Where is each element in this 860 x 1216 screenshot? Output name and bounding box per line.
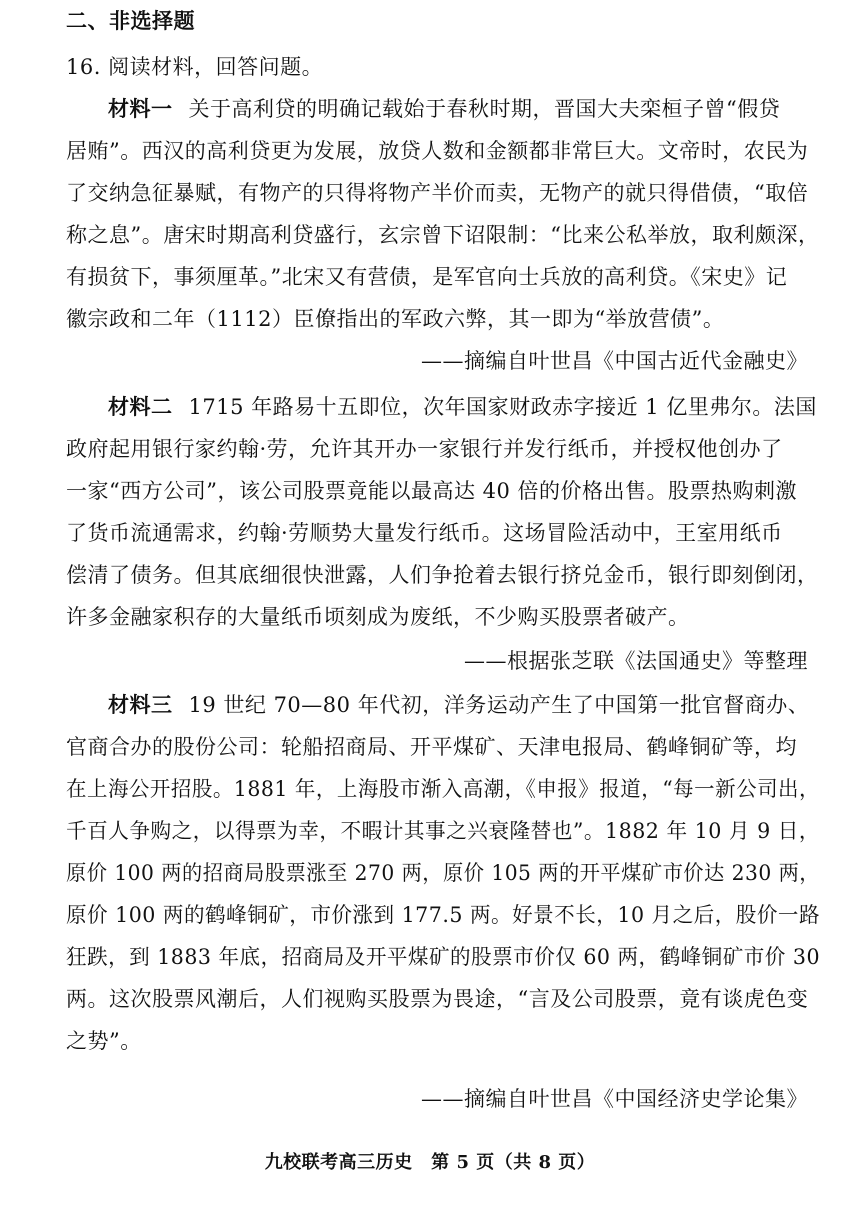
material-three-first-line <box>108 690 809 720</box>
material-one-text-line: 居贿”。西汉的高利贷更为发展，放贷人数和金额都非常巨大。文帝时，农民为 <box>66 139 809 163</box>
material-three-text-line: 原价 100 两的鹤峰铜矿，市价涨到 177.5 两。好景不长，10 月之后，股价一路 <box>66 903 821 927</box>
material-three-text-line: 19 世纪 70—80 年代初，洋务运动产生了中国第一批官督商办、 <box>188 693 810 717</box>
material-two-first-line <box>108 392 817 422</box>
material-one-source: ——摘编自叶世昌《中国古近代金融史》 <box>421 349 808 373</box>
material-two-text-line: 政府起用银行家约翰·劳，允许其开办一家银行并发行纸币，并授权他创办了 <box>66 437 783 461</box>
material-three-text-line: 原价 100 两的招商局股票涨至 270 两，原价 105 两的开平煤矿市价达 230 两， <box>66 861 821 885</box>
material-three-text-line: 在上海公开招股。1881 年，上海股市渐入高潮，《申报》报道，“每一新公司出， <box>66 777 821 801</box>
material-two-text-line: 1715 年路易十五即位，次年国家财政赤字接近 1 亿里弗尔。法国 <box>188 395 817 419</box>
material-two-text-line: 一家“西方公司”，该公司股票竟能以最高达 40 倍的价格出售。股票热购刺激 <box>66 479 798 503</box>
material-two-text-line: 许多金融家积存的大量纸币顷刻成为废纸，不少购买股票者破产。 <box>66 605 690 629</box>
material-one-text-line: 有损贫下，事须厘革。”北宋又有营债，是军官向士兵放的高利贷。《宋史》记 <box>66 265 788 289</box>
material-two-label: 材料二 <box>108 394 173 419</box>
material-one-text-line: 了交纳急征暴赋，有物产的只得将物产半价而卖，无物产的就只得借债，“取倍 <box>66 181 809 205</box>
section-title: 二、非选择题 <box>66 8 195 33</box>
material-three-label: 材料三 <box>108 692 173 717</box>
material-three-text-line: 两。这次股票风潮后，人们视购买股票为畏途，“言及公司股票，竟有谈虎色变 <box>66 987 809 1011</box>
material-three-text-line: 官商合办的股份公司：轮船招商局、开平煤矿、天津电报局、鹤峰铜矿等，均 <box>66 735 797 759</box>
material-one-text-line: 关于高利贷的明确记载始于春秋时期，晋国大夫栾桓子曾“假贷 <box>188 97 781 121</box>
material-three-text-line: 千百人争购之，以得票为幸，不暇计其事之兴衰隆替也”。1882 年 10 月 9 日， <box>66 819 820 843</box>
page-footer: 九校联考高三历史 第 5 页（共 8 页） <box>264 1152 596 1173</box>
material-two-text-line: 了货币流通需求，约翰·劳顺势大量发行纸币。这场冒险活动中，王室用纸币 <box>66 521 783 545</box>
material-three-text-line: 狂跌，到 1883 年底，招商局及开平煤矿的股票市价仅 60 两，鹤峰铜矿市价 30 <box>66 945 821 969</box>
material-three-source: ——摘编自叶世昌《中国经济史学论集》 <box>421 1087 808 1111</box>
material-one-label: 材料一 <box>108 96 173 121</box>
material-two-text-line: 偿清了债务。但其底细很快泄露，人们争抢着去银行挤兑金币，银行即刻倒闭， <box>66 563 819 587</box>
material-three-text-line: 之势”。 <box>66 1029 142 1053</box>
material-one-text-line: 徽宗政和二年（1112）臣僚指出的军政六弊，其一即为“举放营债”。 <box>66 307 725 331</box>
question-prompt: 16. 阅读材料，回答问题。 <box>66 55 324 79</box>
material-two-source: ——根据张芝联《法国通史》等整理 <box>464 649 808 673</box>
material-one-text-line: 称之息”。唐宋时期高利贷盛行，玄宗曾下诏限制：“比来公私举放，取利颇深， <box>66 223 820 247</box>
material-one-first-line <box>108 94 780 124</box>
